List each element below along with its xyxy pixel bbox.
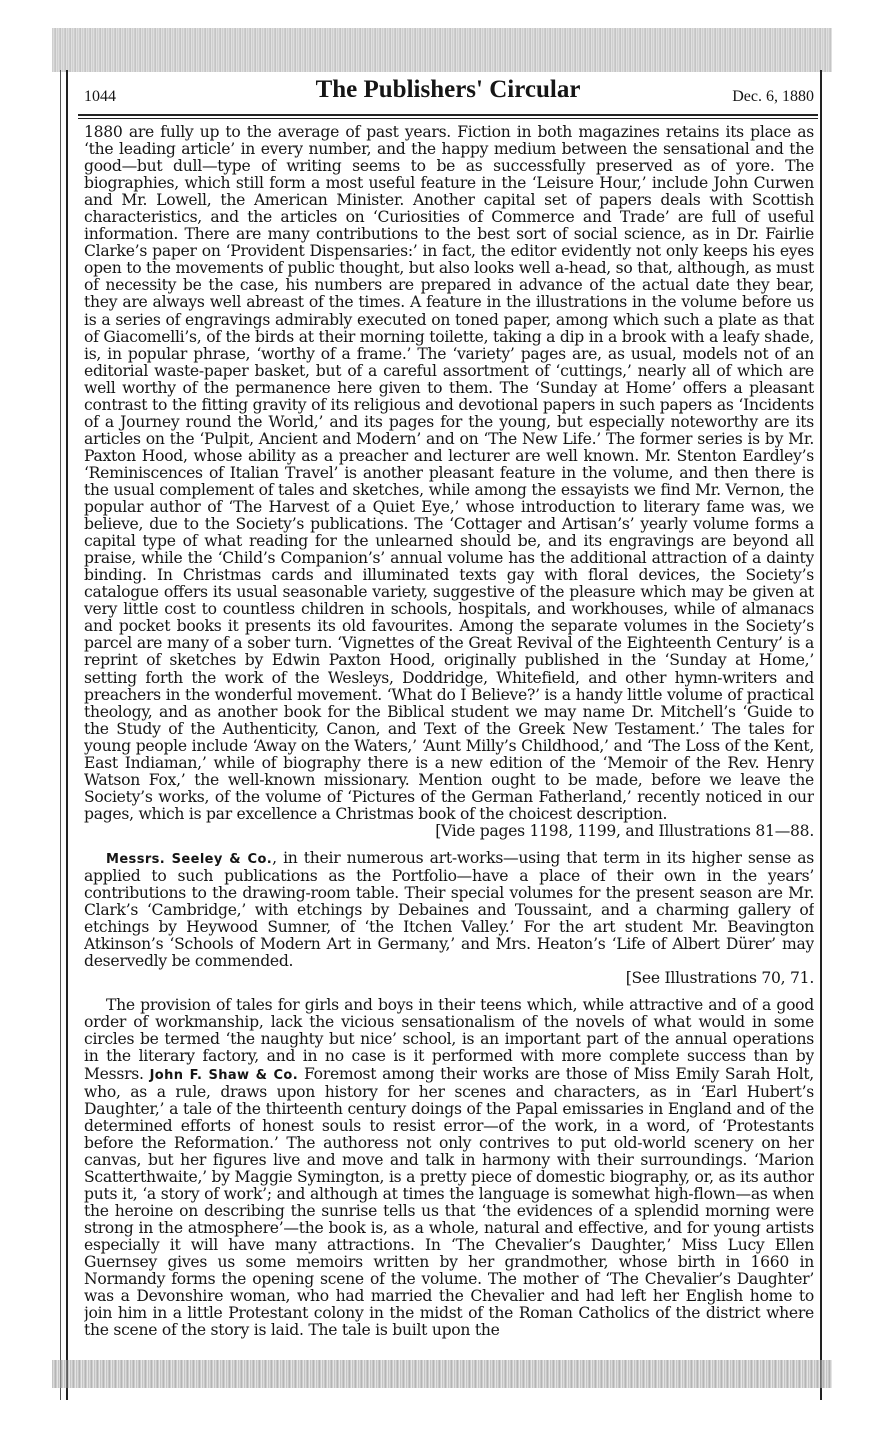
paragraph-text: 1880 are fully up to the average of past years. Fiction in both magazines retains its place as ‘the leading article’ in every number, and the happy medium between the sensational and the good—but dull—type of writing seems to be as successfully preserved as of yore. The biographies, which still form a most useful feature in the ‘Leisure Hour,’ include John Curwen and Mr. Lowell, the American Minister. Another capital set of papers deals with Scottish characteristics, and the articles on ‘Curiosities of Commerce and Trade’ are full of useful information. There are many contributions to the best sort of social science, as in Dr. Fairlie Clarke’s paper on ‘Provident Dispensaries:’ in fact, the editor evidently not only keeps his eyes open to the movements of public thought, but also looks well a-head, so that, although, as must of necessity be the case, his numbers are prepared in advance of the actual date they bear, they are always well abreast of the times. A feature in the illustrations in the volume before us is a series of engravings admirably executed on toned paper, among which such a plate as that of Giacomelli’s, of the birds at their morning toilette, taking a dip in a brook with a leafy shade, is, in popular phrase, ‘worthy of a frame.’ The ‘variety’ pages are, as usual, models not of an editorial waste-paper basket, but of a careful assortment of ‘cuttings,’ nearly all of which are well worthy of the permanence here given to them. The ‘Sunday at Home’ offers a pleasant contrast to the fitting gravity of its religious and devotional papers in such papers as ‘Incidents of a Journey round the World,’ and its pages for the young, but especially noteworthy are its articles on the ‘Pulpit, Ancient and Modern’ and on ‘The New Life.’ The former series is by Mr. Paxton Hood, whose ability as a preacher and lecturer are well known. Mr. Stenton Eardley’s ‘Reminiscences of Italian Travel’ is another pleasant feature in the volume, and then there is the usual complement of tales and sketches, while among the essayists we find Mr. Vernon, the popular author of ‘The Harvest of a Quiet Eye,’ whose introduction to literary fame was, we believe, due to the Society’s publications. The ‘Cottager and Artisan’s’ yearly volume forms a capital type of what reading for the unlearned should be, and its engravings are beyond all praise, while the ‘Child’s Companion’s’ annual volume has the additional attraction of a dainty binding. In Christmas cards and illuminated texts gay with floral devices, the Society’s catalogue offers its usual seasonable variety, suggestive of the pleasure which may be given at very little cost to countless children in schools, hospitals, and workhouses, while of almanacs and pocket books it presents its old favourites. Among the separate volumes in the Society’s parcel are many of a sober turn. ‘Vignettes of the Great Revival of the Eighteenth Century’ is a reprint of sketches by Edwin Paxton Hood, originally published in the ‘Sunday at Home,’ setting forth the work of the Wesleys, Doddridge, Whitefield, and other hymn-writers and preachers in the wonderful movement. ‘What do I Believe?’ is a handy little volume of practical theology, and as another book for the Biblical student we may name Dr. Mitchell’s ‘Guide to the Study of the Authenticity, Canon, and Text of the Greek New Testament.’ The tales for young people include ‘Away on the Waters,’ ‘Aunt Milly’s Childhood,’ and ‘The Loss of the Kent, East Indiaman,’ while of biography there is a new edition of the ‘Memoir of the Rev. Henry Watson Fox,’ the well-known missionary. Mention ought to be made, before we leave the Society’s works, of the volume of ‘Pictures of the German Fatherland,’ recently noticed in our pages, which is par excellence a Christmas book of the choicest description. [84,124,814,823]
paragraph-text: , in their numerous art-works—using that term in its higher sense as applied to such publications as the Portfolio—have a place of their own in the years’ contributions to the drawing-room table. Their special volumes for the present season are Mr. Clark’s ‘Cambridge,’ with etchings by Debaines and Toussaint, and a charming gallery of etchings by Heywood Sumner, of ‘the Itchen Valley.’ For the art student Mr. Beavington Atkinson’s ‘Schools of Modern Art in Germany,’ and Mrs. Heaton’s ‘Life of Albert Dürer’ may deservedly be commended. [84,848,814,971]
paragraph-seeley [84,850,814,987]
page-header [78,76,818,112]
paragraph-text: The provision of tales for girls and boys in their teens which, while attractive and of a good order of workmanship, lack the vicious sensationalism of the novels of what would in some circles be termed ‘the naughty but nice’ school, is an important part of the annual operations in the literary factory, and in no case is it performed with more complete success than by Messrs. [84,996,814,1083]
paragraph-shaw [84,997,814,1339]
illustration-reference: [Vide pages 1198, 1199, and Illustrations 81—88. [435,821,814,840]
issue-date: Dec. 6, 1880 [732,88,814,105]
left-border-line [60,70,61,1400]
paragraph-religious-tract-society [84,124,814,840]
left-border-rule [66,70,68,1400]
publisher-name: John F. Shaw & Co. [149,1067,299,1083]
header-rule [78,114,818,119]
article-column [84,124,814,1364]
paragraph-text: Foremost among their works are those of Miss Emily Sarah Holt, who, as a rule, draws upon history for her scenes and characters, as in ‘Earl Hubert’s Daughter,’ a tale of the thirteenth century doings of the Papal emissaries in England and of the determined efforts of honest souls to resist error—of the work, in a word, of ‘Protestants before the Reformation.’ The authoress not only contrives to put old-world scenery on her canvas, but her figures live and move and talk in harmony with their surroundings. ‘Marion Scatterthwaite,’ by Maggie Symington, is a pretty piece of domestic biography, or, as its author puts it, ‘a story of work’; and although at times the language is somewhat high-flown—as when the heroine on describing the sunrise tells us that ‘the evidences of a splendid morning were strong in the atmosphere’—the book is, as a whole, natural and effective, and for young artists especially it will have many attractions. In ‘The Chevalier’s Daughter,’ Miss Lucy Ellen Guernsey gives us some memoirs written by her grandmother, whose birth in 1660 in Normandy forms the opening scene of the volume. The mother of ‘The Chevalier’s Daughter’ was a Devonshire woman, who had married the Chevalier and had left her English home to join him in a little Protestant colony in the midst of the Roman Catholics of the district where the scene of the story is laid. The tale is built upon the [84,1064,814,1340]
right-border-rule [820,70,822,1400]
journal-title: The Publishers' Circular [315,76,581,103]
page-top-edge [52,28,832,72]
illustration-reference: [See Illustrations 70, 71. [625,969,814,988]
publisher-name: Messrs. Seeley & Co. [106,851,273,867]
page-bottom-edge [52,1360,832,1388]
page-number: 1044 [84,88,116,105]
